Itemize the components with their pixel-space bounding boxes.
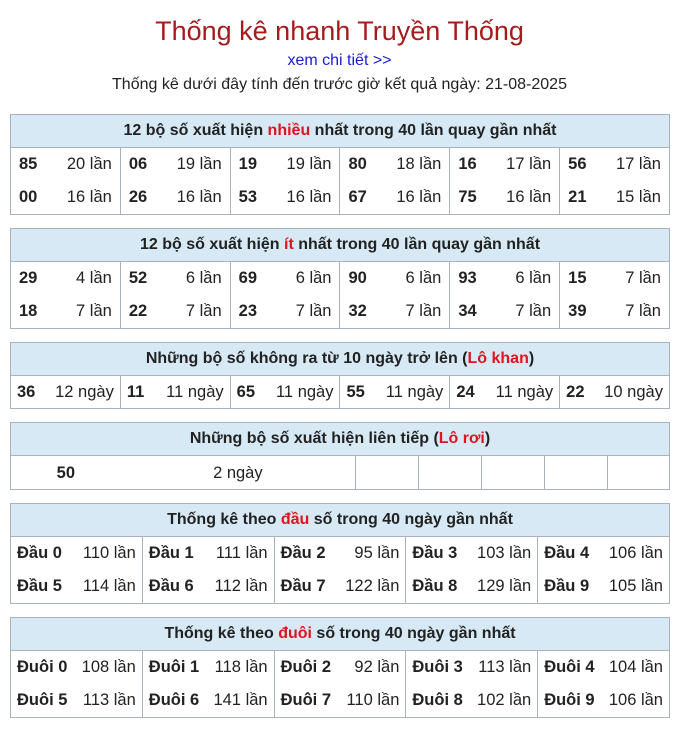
empty-cell (419, 456, 482, 490)
most-row-1 (11, 148, 669, 181)
stat-cell: 06 19 lần (121, 148, 231, 181)
dau-row-2 (11, 570, 669, 603)
stat-cell: 29 4 lần (11, 262, 121, 295)
stat-cell: 53 16 lần (231, 181, 341, 214)
empty-cell (356, 456, 419, 490)
detail-link[interactable]: xem chi tiết >> (287, 52, 392, 69)
stat-cell: 80 18 lần (340, 148, 450, 181)
stat-cell: 18 7 lần (11, 295, 121, 328)
stat-cell: 36 12 ngày (11, 376, 121, 409)
stat-cell: 65 11 ngày (231, 376, 341, 409)
most-row-2 (11, 181, 669, 214)
stat-cell: 69 6 lần (231, 262, 341, 295)
stat-cell: Đuôi 6 141 lần (143, 684, 275, 717)
stat-cell: Đầu 1 111 lần (143, 537, 275, 570)
stat-cell: Đuôi 2 92 lần (275, 651, 407, 684)
stat-cell: 21 15 lần (568, 188, 661, 206)
stat-cell: Đuôi 3 113 lần (406, 651, 538, 684)
dau-title: Thống kê theo đầu số trong 40 ngày gần nhất (11, 504, 669, 537)
stat-cell: 75 16 lần (450, 181, 560, 214)
empty-cell (482, 456, 545, 490)
stat-cell: 39 7 lần (568, 302, 661, 320)
stat-cell: 22 7 lần (121, 295, 231, 328)
stat-cell: Đầu 6 112 lần (143, 570, 275, 603)
lo-khan-title: Những bộ số không ra từ 10 ngày trở lên (Lô khan) (11, 343, 669, 376)
stat-cell: Đuôi 8 102 lần (406, 684, 538, 717)
lo-roi-panel (10, 422, 670, 490)
stat-cell: Đuôi 5 113 lần (11, 684, 143, 717)
stat-cell: 90 6 lần (340, 262, 450, 295)
dau-panel (10, 503, 670, 604)
page-title: Thống kê nhanh Truyền Thống (155, 16, 524, 46)
stat-cell: Đuôi 1 118 lần (143, 651, 275, 684)
stat-cell: 52 6 lần (121, 262, 231, 295)
lo-roi-cell: 50 2 ngày (11, 456, 356, 490)
stat-cell: Đầu 4 106 lần (544, 544, 663, 562)
duoi-panel (10, 617, 670, 718)
stat-cell: Đầu 3 103 lần (406, 537, 538, 570)
stat-cell: 56 17 lần (568, 155, 661, 173)
lo-roi-title: Những bộ số xuất hiện liên tiếp (Lô rơi) (11, 423, 669, 456)
least-row-1 (11, 262, 669, 295)
stat-cell: Đầu 5 114 lần (11, 570, 143, 603)
duoi-title: Thống kê theo đuôi số trong 40 ngày gần nhất (11, 618, 669, 651)
stat-cell: Đầu 8 129 lần (406, 570, 538, 603)
stat-cell: Đuôi 7 110 lần (275, 684, 407, 717)
empty-cell (545, 456, 608, 490)
least-row-2 (11, 295, 669, 328)
least-frequent-title: 12 bộ số xuất hiện ít nhất trong 40 lần quay gần nhất (11, 229, 669, 262)
dau-row-1 (11, 537, 669, 570)
stat-cell: 67 16 lần (340, 181, 450, 214)
stat-cell: 23 7 lần (231, 295, 341, 328)
most-frequent-panel (10, 114, 670, 215)
stat-cell: Đầu 2 95 lần (275, 537, 407, 570)
stat-cell: 32 7 lần (340, 295, 450, 328)
stat-cell: Đuôi 0 108 lần (11, 651, 143, 684)
duoi-row-2 (11, 684, 669, 717)
stat-cell: 26 16 lần (121, 181, 231, 214)
lo-khan-row (11, 376, 669, 409)
stat-cell: Đuôi 9 106 lần (544, 691, 663, 709)
stat-cell: 22 10 ngày (566, 383, 663, 401)
stat-cell: 16 17 lần (450, 148, 560, 181)
stat-cell: Đầu 0 110 lần (11, 537, 143, 570)
stat-cell: 00 16 lần (11, 181, 121, 214)
lo-khan-panel (10, 342, 670, 409)
stat-cell: 15 7 lần (568, 269, 661, 287)
stat-cell: 93 6 lần (450, 262, 560, 295)
stat-cell: 24 11 ngày (450, 376, 560, 409)
stat-cell: 11 11 ngày (121, 376, 231, 409)
stat-cell: Đầu 7 122 lần (275, 570, 407, 603)
stat-cell: 85 20 lần (11, 148, 121, 181)
lo-roi-row (11, 456, 669, 490)
stat-cell: 19 19 lần (231, 148, 341, 181)
least-frequent-panel (10, 228, 670, 329)
most-frequent-title: 12 bộ số xuất hiện nhiều nhất trong 40 lần quay gần nhất (11, 115, 669, 148)
duoi-row-1 (11, 651, 669, 684)
stat-cell: 34 7 lần (450, 295, 560, 328)
page-subtitle: Thống kê dưới đây tính đến trước giờ kết quả ngày: 21-08-2025 (112, 76, 567, 93)
stat-cell: Đuôi 4 104 lần (544, 658, 663, 676)
empty-cell (608, 456, 669, 490)
stat-cell: Đầu 9 105 lần (544, 577, 663, 595)
stat-cell: 55 11 ngày (340, 376, 450, 409)
